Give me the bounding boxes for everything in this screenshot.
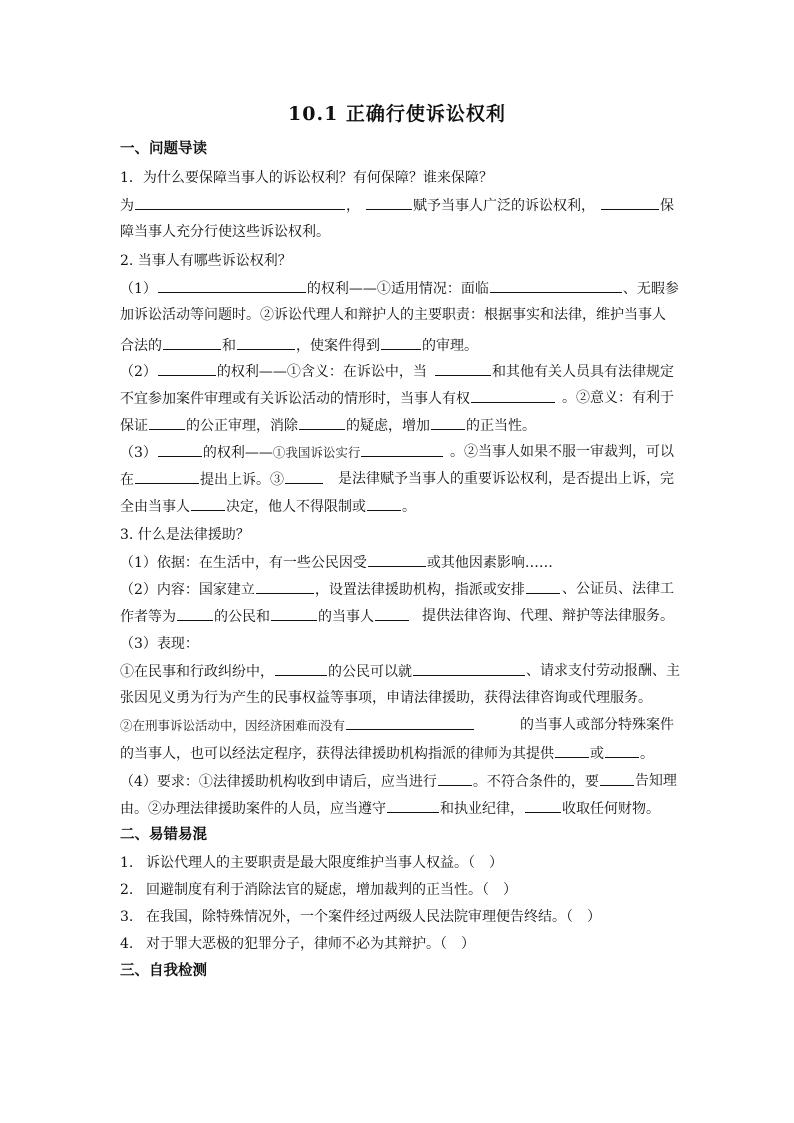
blank[interactable]: [526, 580, 560, 594]
blank[interactable]: [368, 553, 426, 567]
blank[interactable]: [605, 744, 639, 758]
blank[interactable]: [600, 772, 634, 786]
blank[interactable]: [191, 497, 225, 511]
blank[interactable]: [361, 443, 443, 457]
q3-content-line-2: 作者等为 的公民和 的当事人 提供法律咨询、代理、辩护等法律服务。: [120, 608, 674, 625]
q3-content-line-1: （2）内容：国家建立 ，设置法律援助机构，指派或安排 、公证员、法律工: [120, 581, 674, 598]
q2-p1-line-3: 合法的 和 ，使案件得到 的审理。: [120, 338, 478, 354]
blank[interactable]: [431, 416, 465, 430]
q2-p2-line-3: 保证 的公正审理，消除 的疑虑，增加 的正当性。: [120, 418, 536, 434]
section-heading-self-test: 三、自我检测: [120, 962, 207, 979]
blank[interactable]: [346, 716, 474, 730]
q3-expression-line-4: 的当事人，也可以经法定程序，获得法律援助机构指派的律师为其提供 或 。: [120, 746, 654, 762]
q1-line-1: 为 ， 赋予当事人广泛的诉讼权利， 保: [120, 198, 674, 214]
blank[interactable]: [135, 196, 345, 210]
section-heading-mistakes: 二、易错易混: [120, 826, 207, 843]
blank[interactable]: [158, 279, 306, 293]
blank[interactable]: [158, 362, 216, 376]
true-false-item: 4. 对于罪大恶极的犯罪分子，律师不必为其辩护。（ ）: [120, 936, 475, 952]
blank[interactable]: [177, 607, 213, 621]
blank[interactable]: [367, 497, 401, 511]
blank[interactable]: [381, 336, 421, 350]
section-heading-guide: 一、问题导读: [120, 140, 207, 157]
blank[interactable]: [135, 470, 199, 484]
blank[interactable]: [256, 580, 314, 594]
q2-p2-line-2: 不宜参加案件审理或有关诉讼活动的情形时，当事人有权 。②意义：有利于: [120, 390, 674, 407]
blank[interactable]: [601, 196, 659, 210]
q2-p1-line-1: （1） 的权利——①适用情况：面临 、无暇参: [120, 281, 679, 297]
q2-p3-line-1: （3） 的权利——①我国诉讼实行 。②当事人如果不服一审裁判，可以: [120, 444, 674, 461]
blank[interactable]: [435, 362, 491, 376]
blank[interactable]: [149, 416, 185, 430]
q3-expression-line-2: 张因见义勇为行为产生的民事权益等事项，申请法律援助，获得法律咨询或代理服务。: [120, 690, 652, 706]
question-2-heading: 2. 当事人有哪些诉讼权利？: [120, 253, 292, 269]
q2-p3-line-3: 全由当事人 决定，他人不得限制或 。: [120, 499, 416, 515]
blank[interactable]: [275, 662, 327, 676]
blank[interactable]: [163, 336, 221, 350]
blank[interactable]: [237, 336, 295, 350]
q3-basis-line: （1）依据：在生活中，有一些公民因受 或其他因素影响……: [120, 555, 553, 571]
q2-p2-line-1: （2） 的权利——①含义：在诉讼中，当 和其他有关人员具有法律规定: [120, 364, 674, 380]
true-false-item: 2. 回避制度有利于消除法官的疑虑，增加裁判的正当性。（ ）: [120, 882, 517, 898]
blank[interactable]: [158, 443, 202, 457]
blank[interactable]: [366, 196, 412, 210]
q2-p1-line-2: 加诉讼活动等问题时。②诉讼代理人和辩护人的主要职责：根据事实和法律，维护当事人: [120, 307, 666, 323]
blank[interactable]: [299, 416, 345, 430]
q3-expression-line-1: ①在民事和行政纠纷中， 的公民可以就 、请求支付劳动报酬、主: [120, 663, 680, 680]
blank[interactable]: [375, 607, 409, 621]
q1-line-2: 障当事人充分行使这些诉讼权利。: [120, 224, 330, 240]
blank[interactable]: [413, 662, 525, 676]
page-title: 10.1 正确行使诉讼权利: [288, 103, 506, 125]
blank[interactable]: [555, 744, 589, 758]
question-3-heading: 3. 什么是法律援助？: [120, 527, 250, 543]
blank[interactable]: [271, 607, 317, 621]
question-1-heading: 1．为什么要保障当事人的诉讼权利？有何保障？谁来保障？: [120, 170, 493, 186]
blank[interactable]: [438, 772, 472, 786]
blank[interactable]: [387, 799, 439, 813]
true-false-item: 1. 诉讼代理人的主要职责是最大限度维护当事人权益。（ ）: [120, 855, 503, 871]
q3-expression-line-3: ②在刑事诉讼活动中，因经济困难而没有 的当事人或部分特殊案件: [120, 717, 674, 733]
blank[interactable]: [471, 389, 555, 403]
blank[interactable]: [490, 279, 622, 293]
q2-p3-line-2: 在 提出上诉。③ 是法律赋予当事人的重要诉讼权利，是否提出上诉，完: [120, 471, 674, 488]
q3-expression-heading: （3）表现：: [120, 636, 199, 652]
q3-requirement-line-1: （4）要求：①法律援助机构收到申请后，应当进行 。不符合条件的，要 告知理: [120, 773, 677, 790]
blank[interactable]: [285, 470, 323, 484]
blank[interactable]: [525, 799, 561, 813]
q3-requirement-line-2: 由。②办理法律援助案件的人员，应当遵守 和执业纪律， 收取任何财物。: [120, 801, 660, 817]
true-false-item: 3. 在我国，除特殊情况外，一个案件经过两级人民法院审理便告终结。（ ）: [120, 909, 601, 925]
